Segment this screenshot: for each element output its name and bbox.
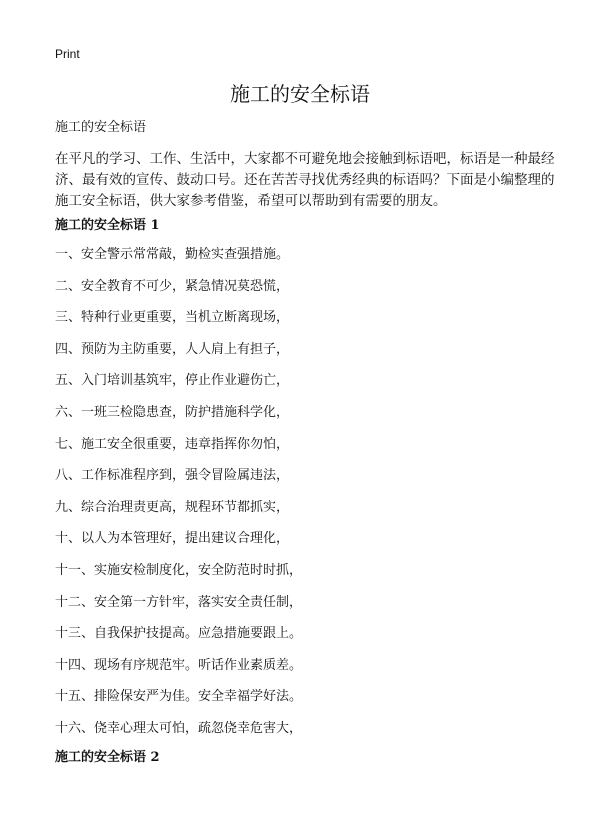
intro-paragraph: 在平凡的学习、工作、生活中，大家都不可避免地会接触到标语吧，标语是一种最经济、最有效的宣传、鼓动口号。还在苦苦寻找优秀经典的标语吗？下面是小编整理的施工安全标语，供大家参考借鉴，希望可以帮助到有需要的朋友。 bbox=[55, 151, 555, 209]
slogan-item: 十二、安全第一方针牢，落实安全责任制， bbox=[55, 594, 303, 610]
slogan-item: 十六、侥幸心理太可怕，疏忽侥幸危害大， bbox=[55, 720, 303, 736]
document-subtitle: 施工的安全标语 bbox=[55, 120, 147, 135]
slogan-item: 十、以人为本管理好，提出建议合理化， bbox=[55, 531, 290, 547]
page-title: 施工的安全标语 bbox=[230, 82, 370, 106]
section-heading-1: 施工的安全标语 1 bbox=[55, 218, 160, 233]
slogan-item: 十三、自我保护技提高。应急措施要跟上。 bbox=[55, 626, 303, 642]
slogan-item: 九、综合治理责更高，规程环节都抓实， bbox=[55, 499, 290, 515]
slogan-item: 一、安全警示常常敲，勤检实查强措施。 bbox=[55, 247, 290, 262]
slogan-item: 二、安全教育不可少，紧急情况莫恐慌， bbox=[55, 278, 290, 294]
slogan-item: 五、入门培训基筑牢，停止作业避伤亡， bbox=[55, 373, 290, 389]
slogan-item: 七、施工安全很重要，违章指挥你勿怕， bbox=[55, 436, 290, 452]
slogan-item: 四、预防为主防重要，人人肩上有担子， bbox=[55, 341, 290, 357]
slogan-item: 十四、现场有序规范牢。听话作业素质差。 bbox=[55, 657, 303, 673]
slogan-item: 六、一班三检隐患查，防护措施科学化， bbox=[55, 404, 290, 420]
slogan-item: 八、工作标准程序到，强令冒险属违法， bbox=[55, 468, 290, 484]
slogan-list bbox=[55, 246, 302, 752]
slogan-item: 十一、实施安检制度化，安全防范时时抓， bbox=[55, 562, 303, 578]
print-link[interactable]: Print bbox=[55, 47, 80, 61]
slogan-item: 三、特种行业更重要，当机立断离现场， bbox=[55, 310, 290, 326]
section-heading-2: 施工的安全标语 2 bbox=[55, 750, 160, 765]
slogan-item: 十五、排险保安严为佳。安全幸福学好法。 bbox=[55, 689, 303, 705]
